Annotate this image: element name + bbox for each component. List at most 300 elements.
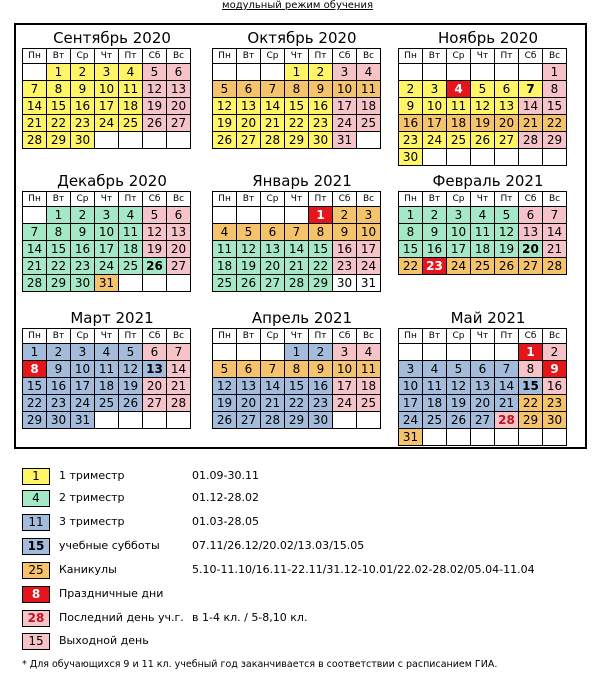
legend-value: 01.09-30.11: [192, 469, 259, 482]
day-cell: 9: [309, 361, 333, 378]
day-cell: 23: [543, 395, 567, 412]
weekday-header: Пн: [399, 49, 423, 64]
day-cell: 19: [495, 241, 519, 258]
day-cell: 15: [285, 98, 309, 115]
week-row: [213, 64, 381, 81]
day-cell: 8: [543, 81, 567, 98]
month-table: [398, 191, 567, 275]
day-cell: 21: [285, 258, 309, 275]
page-header: модульный режим обучения: [222, 0, 373, 11]
day-cell: 26: [143, 258, 167, 275]
day-cell: 21: [261, 115, 285, 132]
day-cell: [143, 412, 167, 429]
day-cell: 31: [357, 275, 381, 292]
day-cell: 15: [47, 241, 71, 258]
legend-item: [22, 490, 582, 507]
day-cell: 27: [167, 115, 191, 132]
day-cell: 1: [47, 64, 71, 81]
weekday-header: Пт: [119, 192, 143, 207]
day-cell: 19: [471, 115, 495, 132]
day-cell: 28: [495, 412, 519, 429]
weekday-header: Вс: [543, 329, 567, 344]
day-cell: [95, 132, 119, 149]
day-cell: 13: [495, 98, 519, 115]
day-cell: 21: [261, 395, 285, 412]
week-row: [213, 258, 381, 275]
month-title: Сентябрь 2020: [53, 29, 171, 47]
month-table: [22, 328, 191, 429]
day-cell: 19: [447, 395, 471, 412]
legend-label: 3 триместр: [59, 515, 125, 528]
legend-item: [22, 514, 582, 531]
day-cell: 17: [399, 395, 423, 412]
day-cell: 18: [119, 98, 143, 115]
weekday-header: Пт: [309, 329, 333, 344]
day-cell: 16: [309, 98, 333, 115]
weekday-header: Вт: [423, 329, 447, 344]
day-cell: 16: [71, 241, 95, 258]
weekday-header: Вт: [423, 49, 447, 64]
day-cell: 25: [119, 258, 143, 275]
day-cell: 12: [143, 81, 167, 98]
day-cell: 24: [399, 412, 423, 429]
day-cell: [495, 429, 519, 446]
day-cell: 25: [95, 395, 119, 412]
day-cell: 12: [471, 98, 495, 115]
week-row: [213, 275, 381, 292]
day-cell: 22: [285, 395, 309, 412]
day-cell: 29: [23, 412, 47, 429]
day-cell: 30: [309, 412, 333, 429]
day-cell: 20: [519, 241, 543, 258]
day-cell: 20: [237, 115, 261, 132]
week-row: [399, 361, 567, 378]
weekday-header: Ср: [71, 49, 95, 64]
day-cell: 10: [423, 98, 447, 115]
day-cell: 28: [285, 275, 309, 292]
day-cell: 6: [143, 344, 167, 361]
day-cell: 29: [285, 412, 309, 429]
week-row: [23, 395, 191, 412]
weekday-header: Чт: [95, 49, 119, 64]
day-cell: 3: [447, 207, 471, 224]
legend-value: 01.12-28.02: [192, 491, 259, 504]
day-cell: 11: [357, 81, 381, 98]
legend-value: 01.03-28.05: [192, 515, 259, 528]
day-cell: 4: [471, 207, 495, 224]
week-row: [23, 378, 191, 395]
day-cell: 21: [495, 395, 519, 412]
weekday-header: Ср: [447, 192, 471, 207]
month-block: [398, 28, 578, 166]
day-cell: 30: [333, 275, 357, 292]
day-cell: 4: [213, 224, 237, 241]
day-cell: 6: [167, 207, 191, 224]
day-cell: [357, 412, 381, 429]
day-cell: 18: [213, 258, 237, 275]
day-cell: 25: [447, 132, 471, 149]
day-cell: 15: [519, 378, 543, 395]
day-cell: 29: [309, 275, 333, 292]
day-cell: 23: [71, 258, 95, 275]
legend-swatch: 25: [22, 562, 50, 579]
weekday-header: Пн: [23, 329, 47, 344]
weekday-header: Чт: [285, 329, 309, 344]
day-cell: 28: [23, 275, 47, 292]
day-cell: [471, 149, 495, 166]
day-cell: 25: [213, 275, 237, 292]
day-cell: 22: [309, 258, 333, 275]
week-row: [399, 115, 567, 132]
weekday-header: Ср: [261, 192, 285, 207]
day-cell: [423, 64, 447, 81]
day-cell: 21: [23, 115, 47, 132]
day-cell: 16: [333, 241, 357, 258]
day-cell: 5: [447, 361, 471, 378]
day-cell: [167, 412, 191, 429]
day-cell: [471, 344, 495, 361]
weekday-header: Чт: [285, 49, 309, 64]
week-row: [213, 344, 381, 361]
day-cell: 3: [95, 207, 119, 224]
day-cell: [495, 149, 519, 166]
day-cell: 23: [399, 132, 423, 149]
day-cell: [543, 429, 567, 446]
day-cell: 12: [495, 224, 519, 241]
month-block: [212, 171, 392, 292]
weekday-header: Пт: [495, 329, 519, 344]
day-cell: 7: [519, 81, 543, 98]
month-table: [398, 328, 567, 446]
week-row: [23, 64, 191, 81]
day-cell: [237, 344, 261, 361]
day-cell: 20: [471, 395, 495, 412]
day-cell: 17: [447, 241, 471, 258]
day-cell: 24: [357, 258, 381, 275]
weekday-header: Пн: [213, 192, 237, 207]
day-cell: 3: [357, 207, 381, 224]
day-cell: 7: [285, 224, 309, 241]
weekday-header: Вс: [543, 49, 567, 64]
month-block: [398, 308, 578, 446]
day-cell: 30: [399, 149, 423, 166]
day-cell: 17: [357, 241, 381, 258]
day-cell: 10: [71, 361, 95, 378]
day-cell: 13: [167, 81, 191, 98]
day-cell: 9: [333, 224, 357, 241]
day-cell: [119, 412, 143, 429]
legend-label: 1 триместр: [59, 469, 125, 482]
day-cell: 9: [71, 81, 95, 98]
day-cell: 26: [213, 132, 237, 149]
day-cell: 6: [167, 64, 191, 81]
month-table: [212, 48, 381, 149]
day-cell: 23: [423, 258, 447, 275]
week-row: [213, 207, 381, 224]
footnote: * Для обучающихся 9 и 11 кл. учебный год заканчивается в соответствии с расписанием ГИА.: [22, 659, 498, 670]
day-cell: 31: [333, 132, 357, 149]
weekday-header: Вс: [167, 192, 191, 207]
day-cell: 4: [95, 344, 119, 361]
day-cell: 28: [261, 412, 285, 429]
week-row: [399, 412, 567, 429]
day-cell: 12: [237, 241, 261, 258]
day-cell: 8: [47, 81, 71, 98]
day-cell: 23: [333, 258, 357, 275]
day-cell: 30: [71, 275, 95, 292]
day-cell: [213, 207, 237, 224]
day-cell: 12: [213, 378, 237, 395]
day-cell: 30: [71, 132, 95, 149]
day-cell: [399, 64, 423, 81]
day-cell: 26: [237, 275, 261, 292]
weekday-header: Пн: [399, 329, 423, 344]
weekday-header: Сб: [333, 49, 357, 64]
weekday-header: Сб: [143, 329, 167, 344]
day-cell: 29: [519, 412, 543, 429]
month-title: Май 2021: [450, 309, 526, 327]
weekday-header: Вс: [167, 329, 191, 344]
day-cell: [167, 275, 191, 292]
month-title: Март 2021: [70, 309, 154, 327]
week-row: [213, 395, 381, 412]
day-cell: 16: [71, 98, 95, 115]
day-cell: 3: [71, 344, 95, 361]
day-cell: [95, 412, 119, 429]
day-cell: 8: [309, 224, 333, 241]
day-cell: 17: [333, 378, 357, 395]
day-cell: 6: [471, 361, 495, 378]
day-cell: 27: [495, 132, 519, 149]
weekday-header: Вт: [237, 49, 261, 64]
day-cell: [23, 207, 47, 224]
day-cell: 18: [95, 378, 119, 395]
week-row: [399, 132, 567, 149]
week-row: [399, 81, 567, 98]
legend-label: Праздничные дни: [59, 587, 164, 600]
day-cell: 10: [95, 224, 119, 241]
day-cell: 8: [519, 361, 543, 378]
day-cell: 10: [333, 81, 357, 98]
day-cell: 28: [261, 132, 285, 149]
day-cell: 3: [399, 361, 423, 378]
weekday-header: Пн: [23, 192, 47, 207]
day-cell: 26: [213, 412, 237, 429]
week-row: [399, 378, 567, 395]
day-cell: [543, 149, 567, 166]
day-cell: 19: [119, 378, 143, 395]
day-cell: 1: [309, 207, 333, 224]
weekday-header: Пн: [213, 49, 237, 64]
day-cell: 9: [309, 81, 333, 98]
day-cell: 11: [447, 98, 471, 115]
weekday-header: Пн: [399, 192, 423, 207]
weekday-header: Пт: [309, 49, 333, 64]
day-cell: 24: [447, 258, 471, 275]
day-cell: 11: [423, 378, 447, 395]
day-cell: [213, 64, 237, 81]
day-cell: 26: [143, 115, 167, 132]
day-cell: 6: [495, 81, 519, 98]
day-cell: 22: [285, 115, 309, 132]
week-row: [213, 224, 381, 241]
day-cell: 5: [495, 207, 519, 224]
month-title: Декабрь 2020: [57, 172, 167, 190]
day-cell: 20: [261, 258, 285, 275]
legend-swatch: 15: [22, 538, 50, 555]
day-cell: 16: [47, 378, 71, 395]
day-cell: 19: [143, 98, 167, 115]
day-cell: 1: [285, 344, 309, 361]
day-cell: 29: [285, 132, 309, 149]
day-cell: 14: [23, 241, 47, 258]
day-cell: 22: [399, 258, 423, 275]
day-cell: 24: [333, 115, 357, 132]
month-table: [398, 48, 567, 166]
day-cell: 8: [47, 224, 71, 241]
day-cell: 22: [543, 115, 567, 132]
day-cell: 22: [23, 395, 47, 412]
month-table: [212, 191, 381, 292]
week-row: [399, 64, 567, 81]
weekday-header: Ср: [261, 49, 285, 64]
day-cell: 15: [47, 98, 71, 115]
day-cell: 15: [543, 98, 567, 115]
day-cell: 25: [423, 412, 447, 429]
week-row: [23, 275, 191, 292]
weekday-header: Вт: [47, 192, 71, 207]
day-cell: 24: [95, 258, 119, 275]
day-cell: [495, 344, 519, 361]
day-cell: 5: [143, 207, 167, 224]
weekday-header: Вс: [167, 49, 191, 64]
day-cell: 10: [447, 224, 471, 241]
day-cell: 17: [333, 98, 357, 115]
day-cell: 24: [423, 132, 447, 149]
week-row: [213, 412, 381, 429]
weekday-header: Сб: [143, 49, 167, 64]
day-cell: 7: [543, 207, 567, 224]
weekday-header: Сб: [519, 192, 543, 207]
day-cell: 18: [119, 241, 143, 258]
day-cell: 4: [357, 344, 381, 361]
day-cell: 12: [143, 224, 167, 241]
day-cell: 11: [357, 361, 381, 378]
month-title: Январь 2021: [252, 172, 352, 190]
day-cell: [423, 149, 447, 166]
day-cell: 14: [167, 361, 191, 378]
day-cell: 10: [399, 378, 423, 395]
day-cell: 2: [309, 64, 333, 81]
legend-label: Каникулы: [59, 563, 117, 576]
day-cell: 14: [519, 98, 543, 115]
day-cell: 29: [47, 132, 71, 149]
week-row: [213, 81, 381, 98]
day-cell: 31: [71, 412, 95, 429]
day-cell: 27: [143, 395, 167, 412]
day-cell: 1: [285, 64, 309, 81]
day-cell: [447, 344, 471, 361]
legend-item: [22, 562, 582, 579]
weekday-header: Сб: [333, 329, 357, 344]
week-row: [23, 412, 191, 429]
day-cell: [399, 344, 423, 361]
day-cell: 26: [495, 258, 519, 275]
day-cell: 11: [471, 224, 495, 241]
day-cell: 1: [399, 207, 423, 224]
day-cell: 6: [519, 207, 543, 224]
day-cell: 8: [285, 361, 309, 378]
legend-swatch: 28: [22, 610, 50, 627]
weekday-header: Сб: [333, 192, 357, 207]
day-cell: 14: [285, 241, 309, 258]
day-cell: [143, 132, 167, 149]
legend-label: Выходной день: [59, 634, 149, 647]
month-block: [22, 171, 202, 292]
day-cell: 23: [47, 395, 71, 412]
day-cell: 14: [261, 98, 285, 115]
day-cell: 12: [213, 98, 237, 115]
day-cell: 4: [119, 207, 143, 224]
day-cell: 24: [95, 115, 119, 132]
day-cell: 13: [519, 224, 543, 241]
day-cell: 3: [423, 81, 447, 98]
weekday-header: Вс: [357, 329, 381, 344]
weekday-header: Пт: [119, 49, 143, 64]
weekday-header: Ср: [447, 49, 471, 64]
legend-swatch: 1: [22, 468, 50, 485]
legend-item: [22, 586, 582, 603]
week-row: [23, 241, 191, 258]
day-cell: 4: [119, 64, 143, 81]
day-cell: 27: [261, 275, 285, 292]
day-cell: 5: [213, 361, 237, 378]
day-cell: 19: [213, 115, 237, 132]
weekday-header: Чт: [471, 192, 495, 207]
weekday-header: Ср: [71, 329, 95, 344]
day-cell: 27: [237, 412, 261, 429]
week-row: [213, 361, 381, 378]
day-cell: 15: [309, 241, 333, 258]
day-cell: 13: [261, 241, 285, 258]
day-cell: 13: [471, 378, 495, 395]
day-cell: 10: [357, 224, 381, 241]
day-cell: 5: [471, 81, 495, 98]
weekday-header: Чт: [95, 192, 119, 207]
day-cell: 11: [119, 224, 143, 241]
day-cell: 28: [519, 132, 543, 149]
day-cell: 1: [519, 344, 543, 361]
day-cell: 25: [119, 115, 143, 132]
day-cell: 27: [471, 412, 495, 429]
day-cell: 23: [71, 115, 95, 132]
month-title: Февраль 2021: [432, 172, 544, 190]
week-row: [23, 207, 191, 224]
day-cell: 19: [237, 258, 261, 275]
day-cell: 22: [47, 258, 71, 275]
day-cell: 7: [23, 81, 47, 98]
day-cell: 20: [237, 395, 261, 412]
day-cell: 7: [495, 361, 519, 378]
day-cell: 16: [399, 115, 423, 132]
day-cell: [119, 275, 143, 292]
week-row: [399, 241, 567, 258]
weekday-header: Вт: [47, 49, 71, 64]
weekday-header: Вт: [237, 329, 261, 344]
legend-item: [22, 538, 582, 555]
day-cell: 13: [237, 98, 261, 115]
day-cell: 2: [399, 81, 423, 98]
